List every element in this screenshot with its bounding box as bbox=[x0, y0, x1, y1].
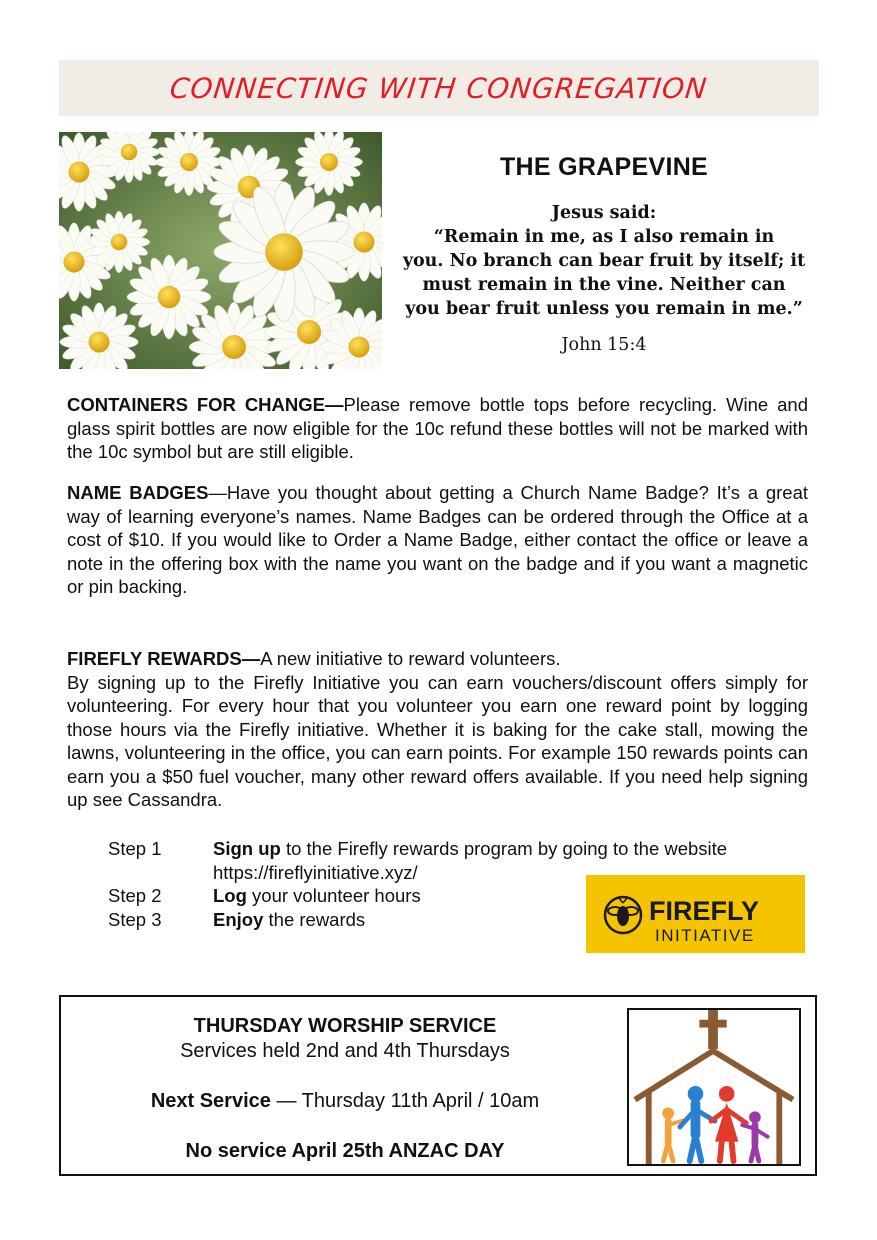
service-title: THURSDAY WORSHIP SERVICE bbox=[193, 1015, 497, 1037]
header-banner bbox=[59, 60, 819, 116]
quote-line: “Remain in me, as I also remain in bbox=[433, 227, 775, 247]
next-service-label: Next Service bbox=[150, 1090, 271, 1112]
quote-line: Jesus said: bbox=[551, 203, 657, 223]
service-subtitle: Services held 2nd and 4th Thursdays bbox=[180, 1040, 510, 1062]
step-keyword: Enjoy bbox=[213, 908, 264, 930]
step-label: Step 2 bbox=[108, 885, 162, 906]
logo-word-initiative: INITIATIVE bbox=[655, 926, 755, 945]
service-notice: No service April 25th ANZAC DAY bbox=[185, 1140, 505, 1162]
step-keyword: Sign up bbox=[213, 838, 281, 859]
firefly-logo bbox=[586, 875, 805, 953]
badges-heading: NAME BADGES bbox=[67, 482, 209, 503]
step-label: Step 1 bbox=[108, 838, 162, 859]
daisy-photo bbox=[59, 132, 382, 369]
quote-line: you bear fruit unless you remain in me.” bbox=[405, 299, 803, 319]
scripture-quote bbox=[393, 201, 815, 321]
grapevine-title: THE GRAPEVINE bbox=[499, 153, 709, 181]
step-detail: the rewards bbox=[263, 908, 366, 930]
containers-paragraph bbox=[67, 393, 808, 464]
quote-line: you. No branch can bear fruit by itself; it bbox=[402, 251, 806, 271]
firefly-heading: FIREFLY REWARDS— bbox=[67, 648, 261, 669]
next-service bbox=[120, 1090, 570, 1113]
badges-text: —Have you thought about getting a Church Name Badge? It’s a great way of learning everyone’s names. Name Badges can be ordered through the Office at a cost of $10. If you would like to Order a Name Badge, either contact the office or leave a note in the offering box with the name you want on the badge and if you want a magnetic or pin backing. bbox=[67, 482, 808, 597]
quote-line: must remain in the vine. Neither can bbox=[422, 275, 786, 295]
church-family-icon bbox=[627, 1008, 801, 1166]
step-detail: to the Firefly rewards program by going to the website https://fireflyinitiative.xyz/ bbox=[213, 838, 728, 883]
firefly-intro: A new initiative to reward volunteers. bbox=[260, 648, 561, 669]
step-label: Step 3 bbox=[108, 908, 162, 930]
logo-word-firefly: FIREFLY bbox=[649, 896, 760, 926]
firefly-text: By signing up to the Firefly Initiative you can earn vouchers/discount offers simply for volunteering. For every hour that you volunteer you earn one reward point by logging those hours via the Firefly initiative. Whether it is baking for the cake stall, mowing the lawns, volunteering in the office, you can earn points. For example 150 rewards points can earn you a $50 fuel voucher, many other reward offers available. If you need help signing up see Cassandra. bbox=[67, 671, 808, 810]
next-service-value: — Thursday 11th April / 10am bbox=[270, 1090, 540, 1112]
firefly-paragraph bbox=[67, 647, 808, 812]
badges-paragraph bbox=[67, 481, 808, 599]
scripture-reference: John 15:4 bbox=[561, 335, 647, 355]
step-keyword: Log bbox=[213, 885, 247, 906]
containers-text: Please remove bottle tops before recycling. Wine and glass spirit bottles are now eligible for the 10c refund these bottles will not be marked with the 10c symbol but are still eligible. bbox=[67, 394, 808, 462]
step-detail: your volunteer hours bbox=[246, 885, 421, 906]
containers-heading: CONTAINERS FOR CHANGE— bbox=[67, 394, 344, 415]
banner-title: CONNECTING WITH CONGREGATION bbox=[168, 71, 710, 105]
